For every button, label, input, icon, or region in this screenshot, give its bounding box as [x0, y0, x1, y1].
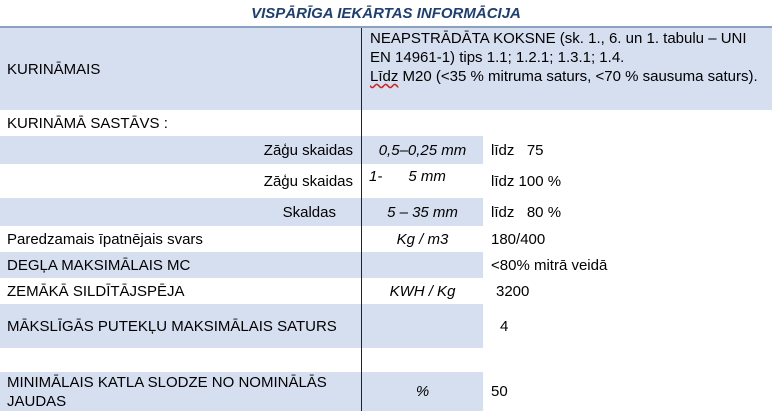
empty-unit-cell [361, 348, 483, 372]
row-label: Zāģu skaidas [0, 136, 361, 164]
table-row [0, 136, 772, 164]
row-value: līdz 100 % [491, 172, 562, 190]
table-title: VISPĀRĪGA IEKĀRTAS INFORMĀCIJA [0, 0, 772, 28]
composition-label: KURINĀMĀ SASTĀVS : [7, 114, 168, 132]
table-row [0, 164, 772, 198]
row-label: MĀKSLĪGĀS PUTEKĻU MAKSIMĀLAIS SATURS [0, 304, 361, 348]
fuel-value-text: NEAPSTRĀDĀTA KOKSNE (sk. 1., 6. un 1. tabulu – UNI EN 14961-1) tips 1.1; 1.2.1; 1.3.1; 1.4. [370, 30, 747, 66]
row-value: 3200 [496, 282, 530, 300]
table-row-fuel [0, 28, 772, 110]
row-value: līdz 80 % [491, 203, 562, 221]
table-row [0, 252, 772, 278]
empty-value-cell [483, 348, 772, 372]
row-value: 180/400 [491, 230, 546, 248]
table-row [0, 278, 772, 304]
row-label: MINIMĀLAIS KATLA SLODZE NO NOMINĀLĀS JAUDAS [0, 372, 361, 411]
row-unit: KWH / Kg [361, 278, 483, 304]
row-unit: % [361, 372, 483, 411]
table-row [0, 198, 772, 226]
table-row-composition [0, 110, 772, 136]
row-unit-a: 1- [369, 168, 383, 185]
table-row [0, 304, 772, 348]
row-unit [361, 252, 483, 278]
row-label: ZEMĀKĀ SILDĪTĀJSPĒJA [7, 282, 185, 300]
row-unit: 0,5–0,25 mm [361, 136, 483, 164]
table-row [0, 372, 772, 411]
row-label: DEGĻA MAKSIMĀLAIS MC [0, 252, 361, 278]
row-label: Paredzamais īpatnējais svars [7, 230, 203, 248]
row-unit [361, 304, 483, 348]
row-label: Skaldas [0, 198, 361, 226]
table-row-empty [0, 348, 772, 372]
fuel-label: KURINĀMAIS [0, 28, 361, 110]
row-value: 4 [500, 317, 509, 335]
composition-unit-cell [361, 110, 483, 136]
row-unit [361, 164, 483, 198]
composition-value-cell [483, 110, 772, 136]
table-row [0, 226, 772, 252]
empty-label-cell [0, 348, 361, 372]
fuel-value-rest: M20 (<35 % mitruma saturs, <70 % sausuma saturs). [398, 68, 758, 85]
row-unit: Kg / m3 [361, 226, 483, 252]
row-value: <80% mitrā veidā [491, 256, 608, 274]
row-unit-b: 5 mm [408, 168, 446, 185]
fuel-value [361, 28, 772, 110]
row-value: 50 [491, 383, 508, 400]
row-label: Zāģu skaidas [263, 172, 353, 190]
row-value: līdz 75 [491, 141, 544, 159]
fuel-value-lidz: Līdz [370, 68, 399, 85]
row-unit: 5 – 35 mm [361, 198, 483, 226]
